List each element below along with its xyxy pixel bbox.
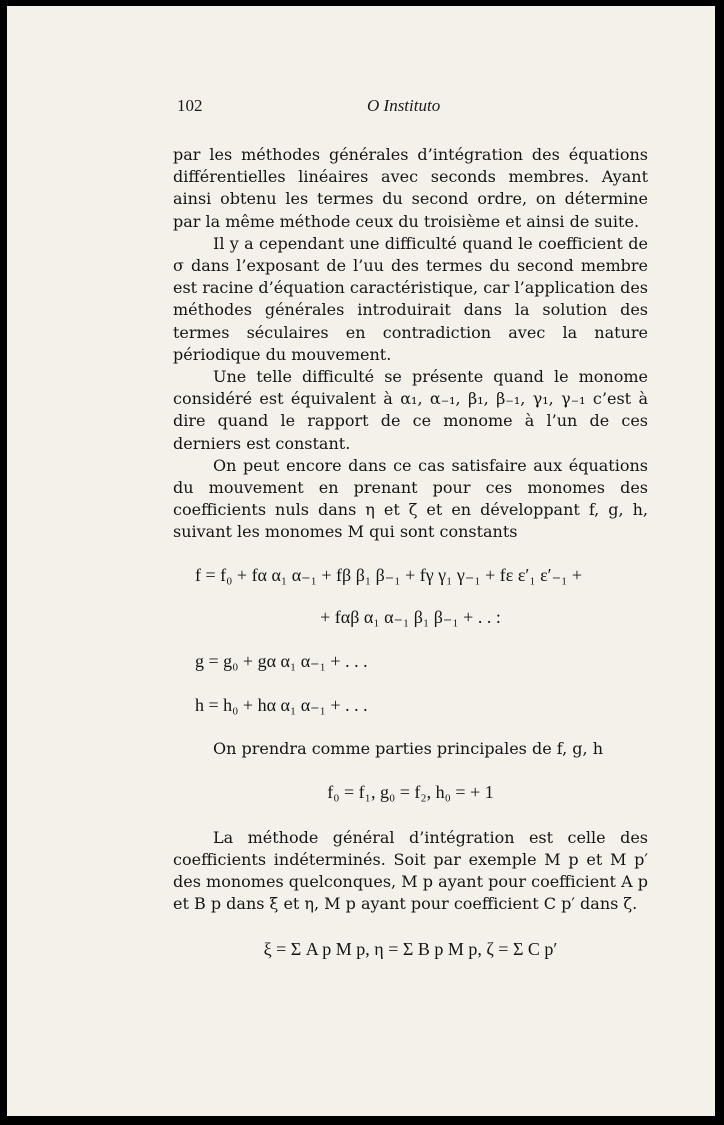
paragraph-3: Une telle difficulté se présente quand le monome considéré est équivalent à α₁, α₋₁, β₁, β₋₁, γ₁, γ₋₁ c’est à dire quand le rapport de ce monome à l’un de ces derniers est constant. (173, 367, 648, 453)
paragraph-4: On peut encore dans ce cas satisfaire aux équations du mouvement en prenant pour ces monomes des coefficients nuls dans η et ζ et en développant f, g, h, suivant les monomes M qui sont constants (173, 455, 648, 542)
equation-principal: f₀ = f₁, g₀ = f₂, h₀ = + 1 (327, 781, 494, 802)
paragraph-1: par les méthodes générales d’intégration des équations différentielles linéaires avec seconds membres. Ayant ainsi obtenu les termes du second ordre, on détermine par la même méthode ceux du troisième et ainsi de suite. (173, 145, 648, 231)
page-number: 102 (177, 96, 203, 115)
page-header (177, 96, 647, 120)
equation-g: g = g₀ + gα α₁ α₋₁ + . . . (195, 651, 368, 672)
paragraph-5: On prendra comme parties principales de f, g, h (213, 739, 604, 759)
paragraph-6: La méthode général d’intégration est celle des coefficients indéterminés. Soit par exemple M p et M p′ des monomes quelconques, M p ayant pour coefficient A p et B p dans ξ et η, M p ayant pour coefficient C p′ dans ζ. (173, 827, 648, 914)
running-title: O Instituto (367, 96, 441, 115)
text-column (173, 144, 648, 960)
equation-f-line1: f = f₀ + fα α₁ α₋₁ + fβ β₁ β₋₁ + fγ γ₁ γ₋₁ + fε ε′₁ ε′₋₁ + (195, 564, 583, 585)
equation-f-line2: + fαβ α₁ α₋₁ β₁ β₋₁ + . . : (320, 606, 501, 627)
page (7, 6, 715, 1116)
equation-h: h = h₀ + hα α₁ α₋₁ + . . . (195, 695, 368, 716)
equation-sums: ξ = Σ A p M p, η = Σ B p M p, ζ = Σ C p′ (263, 938, 558, 959)
paragraph-2: Il y a cependant une difficulté quand le coefficient de σ dans l’exposant de l’uu des termes du second membre est racine d’équation caractéristique, car l’application des méthodes générales introduirait dans la solution des termes séculaires en contradiction avec la nature périodique du mouvement. (173, 233, 648, 364)
